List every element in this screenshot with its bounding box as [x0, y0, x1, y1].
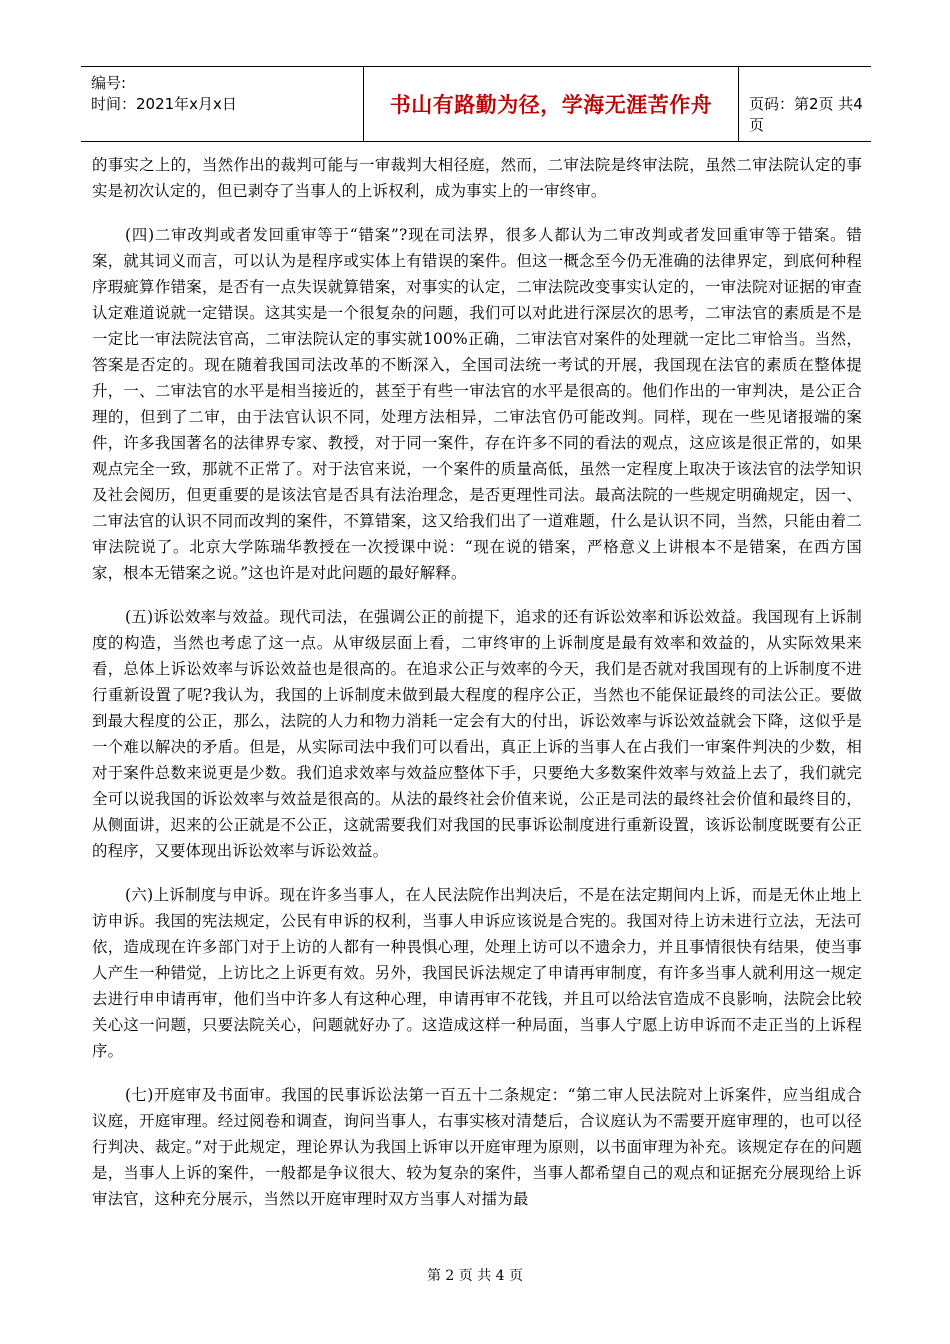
paragraph-section-5: (五)诉讼效率与效益。现代司法，在强调公正的前提下，追求的还有诉讼效率和诉讼效益。我国现有上诉制度的构造，当然也考虑了这一点。从审级层面上看，二审终审的上诉制度是最有效率和效益的，从实际效果来看，总体上诉讼效率与诉讼效益也是很高的。在追求公正与效率的今天，我们是否就对我国现有的上诉制度不进行重新设置了呢?我认为，我国的上诉制度未做到最大程度的程序公正，当然也不能保证最终的司法公正。要做到最大程度的公正，那么，法院的人力和物力消耗一定会有大的付出，诉讼效率与诉讼效益就会下降，这似乎是一个难以解决的矛盾。但是，从实际司法中我们可以看出，真正上诉的当事人在占我们一审案件判决的少数，相对于案件总数来说更是少数。我们追求效率与效益应整体下手，只要绝大多数案件效率与效益上去了，我们就完全可以说我国的诉讼效率与效益是很高的。从法的最终社会价值来说，公正是司法的最终社会价值和最终目的，从侧面讲，迟来的公正就是不公正，这就需要我们对我国的民事诉讼制度进行重新设置，该诉讼制度既要有公正的程序，又要体现出诉讼效率与诉讼效益。 [92, 608, 862, 860]
paragraph-section-7: (七)开庭审及书面审。我国的民事诉讼法第一百五十二条规定：“第二审人民法院对上诉案件，应当组成合议庭，开庭审理。经过阅卷和调查，询问当事人，右事实核对清楚后，合议庭认为不需要开庭审理的，也可以径行判决、裁定。”对于此规定，理论界认为我国上诉审以开庭审理为原则，以书面审理为补充。该规定存在的问题是，当事人上诉的案件，一般都是争议很大、较为复杂的案件，当事人都希望自己的观点和证据充分展现给上诉审法官，这种充分展示，当然以开庭审理时双方当事人对擂为最 [92, 1086, 862, 1208]
header-page-label: 页码：第2页 共4页 [749, 95, 863, 134]
document-number-label: 编号: [91, 74, 127, 92]
page-footer: 第 2 页 共 4 页 [426, 1268, 524, 1284]
paragraph-section-4: (四)二审改判或者发回重审等于“错案”?现在司法界，很多人都认为二审改判或者发回重审等于错案。错案，就其词义而言，可以认为是程序或实体上有错误的案件。但这一概念至今仍无准确的法律界定，到底何种程序瑕疵算作错案，是否有一点失误就算错案，对事实的认定，二审法院改变事实认定的，一审法院对证据的审查认定难道说就一定错误。这其实是一个很复杂的问题，我们可以对此进行深层次的思考，二审法官的素质是不是一定比一审法院法官高，二审法院认定的事实就100%正确，二审法官对案件的处理就一定比二审恰当。当然，答案是否定的。现在随着我国司法改革的不断深入，全国司法统一考试的开展，我国现在法官的素质在整体提升，一、二审法官的水平是相当接近的，甚至于有些一审法官的水平是很高的。他们作出的一审判决，是公正合理的，但到了二审，由于法官认识不同，处理方法相异，二审法官仍可能改判。同样，现在一些见诸报端的案件，许多我国著名的法律界专家、教授，对于同一案件，存在许多不同的看法的观点，这应该是很正常的，如果观点完全一致，那就不正常了。对于法官来说，一个案件的质量高低，虽然一定程度上取决于该法官的法学知识及社会阅历，但更重要的是该法官是否具有法治理念，是否更理性司法。最高法院的一些规定明确规定，因一、二审法官的认识不同而改判的案件，不算错案，这又给我们出了一道难题，什么是认识不同，当然，只能由着二审法院说了。北京大学陈瑞华教授在一次授课中说：“现在说的错案，严格意义上讲根本不是错案，在西方国家，根本无错案之说。”这也许是对此问题的最好解释。 [92, 226, 862, 582]
document-time-label: 时间：2021年x月x日 [91, 95, 237, 113]
header-motto: 书山有路勤为径，学海无涯苦作舟 [363, 67, 739, 141]
page-header [81, 66, 871, 142]
document-body [92, 152, 862, 1230]
paragraph-continuation: 的事实之上的，当然作出的裁判可能与一审裁判大相径庭，然而，二审法院是终审法院，虽然二审法院认定的事实是初次认定的，但已剥夺了当事人的上诉权利，成为事实上的一审终审。 [92, 156, 862, 200]
header-info [91, 73, 287, 115]
paragraph-section-6: (六)上诉制度与申诉。现在许多当事人，在人民法院作出判决后，不是在法定期间内上诉，而是无休止地上访申诉。我国的宪法规定，公民有申诉的权利，当事人申诉应该说是合宪的。我国对待上访未进行立法，无法可依，造成现在许多部门对于上访的人都有一种畏惧心理，处理上访可以不遗余力，并且事情很快有结果，使当事人产生一种错觉，上访比之上诉更有效。另外，我国民诉法规定了申请再审制度，有许多当事人就利用这一规定去进行申申请再审，他们当中许多人有这种心理，申请再审不花钱，并且可以给法官造成不良影响，法院会比较关心这一问题，只要法院关心，问题就好办了。这造成这样一种局面，当事人宁愿上访申诉而不走正当的上诉程序。 [92, 886, 862, 1060]
